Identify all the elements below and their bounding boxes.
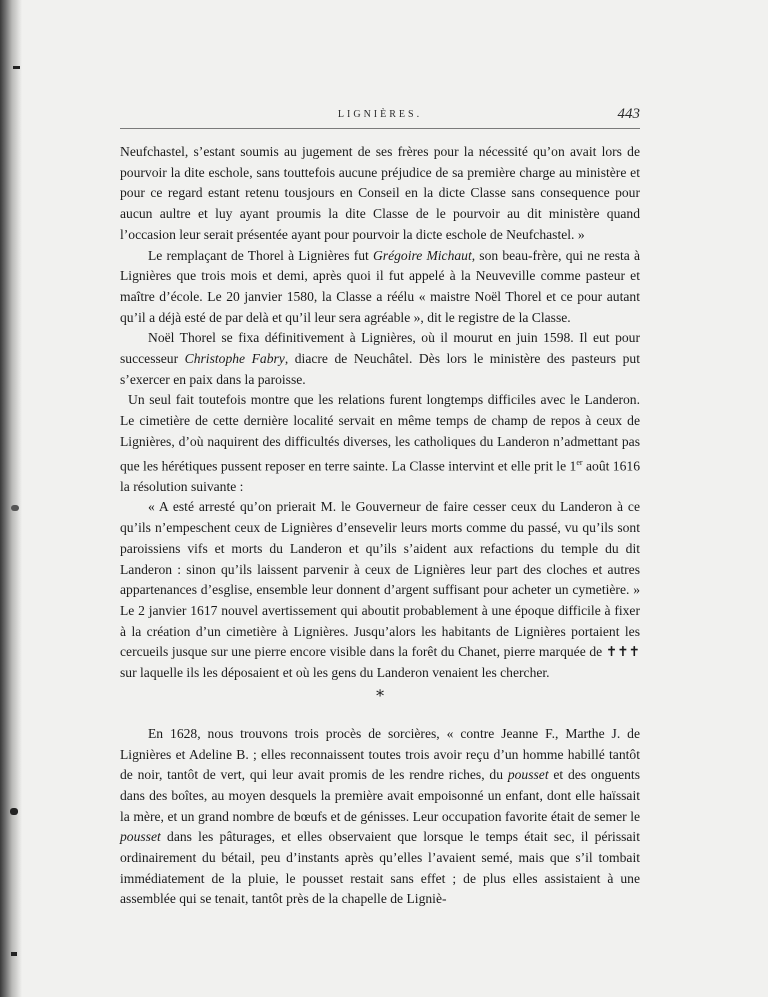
paragraph [120,724,640,910]
running-header [120,106,640,126]
paragraph [120,328,640,390]
section-separator: ∗ [374,684,386,702]
emphasis: pousset [120,829,161,845]
paragraph-text: En 1628, nous trouvons trois procès de sorcières, « contre Jeanne F., Marthe J. de Lignières et Adeline B. ; elles reconnaissent toutes trois avoir reçu d’un homme habillé tantôt de noir, tantôt de vert, qui leur avait promis de les rendre riches, du [120,725,640,783]
paragraph [120,390,640,497]
body-text [120,142,640,910]
paragraph-text: Un seul fait toutefois montre que les relations furent longtemps difficiles avec le Landeron. Le cimetière de cette dernière localité servait en même temps de champ de repos à ceux de Lignières, d’où naquirent des difficultés diverses, les catholiques du Landeron n’admettant pas que les hérétiques pussent reposer en terre sainte. La Classe intervint et elle prit le 1 [120,392,640,474]
emphasis: pousset [507,767,549,783]
paragraph-text: , diacre de Neuchâtel. Dès lors le ministère des pasteurs put s’exercer en paix dans la paroisse. [120,351,640,387]
quotation-paragraph [120,497,640,683]
page-binding-shadow [0,0,22,997]
paragraph-text: Neufchastel, s’estant soumis au jugement de ses frères pour la nécessité qu’on avait lors de pourvoir la dite eschole, sans touttefois aucune préjudice de sa première charge au ministère et pour ce regard estant retenu tousjours en Conseil en la dicte Classe sans consequence pour aucun aultre et luy ayant proumis la dite Classe de le pourvoir au dit ministère quand l’occasion leur serait présentée ayant pour pourvoir la dicte eschole de Neufchastel. » [120,144,640,242]
person-name: Christophe Fabry [184,351,285,367]
running-title: LIGNIÈRES. [337,109,423,120]
binding-mark [11,952,17,956]
paragraph-text: Noël Thorel se fixa définitivement à Lignières, où il mourut en juin 1598. Il eut pour successeur [120,330,640,367]
superscript: er [576,457,583,467]
paragraph-text: « A esté arresté qu’on prierait M. le Gouverneur de faire cesser ceux du Landeron à ce qu’ils n’empeschent ceux de Lignières d’ensevelir leurs morts comme du passé, vu qu’ils sont paroissiens vifs et morts du Landeron et qu’ils s’aident aux refactions du temple du dit Landeron : sinon qu’ils laissent parvenir à ceux de Lignières leur part des cloches et autres appartenances d’esglise, ensemble leur donnent d’argent suffisant pour acheter un cymetière. » Le 2 janvier 1617 nouvel avertissement qui aboutit probablement à une époque difficile à fixer à la création d’un cimetière à Lignières. Jusqu’alors les habitants de Lignières portaient les cercueils jusque sur une pierre encore visible dans la forêt du Chanet, pierre marquée de ✝✝✝ sur laquelle ils les déposaient et où les gens du Landeron venaient les chercher. [120,499,640,681]
person-name: Grégoire Michaut [372,247,472,263]
paragraph-text: et des onguents dans des boîtes, au moyen desquels la première avait empoisonné un enfant, dont elle haïssait la mère, et un grand nombre de bœufs et de génisses. Leur occupation favorite était de semer le [120,767,640,824]
paragraph-text: août 1616 la résolution suivante : [120,458,640,494]
binding-mark [13,66,20,69]
binding-mark [11,505,19,511]
paragraph-text: Le remplaçant de Thorel à Lignières fut [148,247,373,263]
paragraph [120,246,640,329]
binding-mark [10,808,18,815]
page-number: 443 [617,106,640,122]
paragraph [120,142,640,246]
paragraph-text: , son beau-frère, qui ne resta à Lignières que trois mois et demi, après quoi il fut appelé à la Neuveville comme pasteur et maître d’école. Le 20 janvier 1580, la Classe a réélu « maistre Noël Thorel et ce pour autant qu’il a déjà esté de par delà et qu’il leur sera agréable », dit le registre de la Classe. [120,247,641,325]
paragraph-text: dans les pâturages, et elles observaient que lorsque le temps était sec, il périssait ordinairement du bétail, peu d’instants après qu’elles l’avaient semé, mais que s’il tombait immédiatement de la pluie, le pousset restait sans effet ; de plus elles assistaient à une assemblée qui se tenait, tantôt près de la chapelle de Ligniè- [120,829,640,907]
header-rule [120,128,640,129]
